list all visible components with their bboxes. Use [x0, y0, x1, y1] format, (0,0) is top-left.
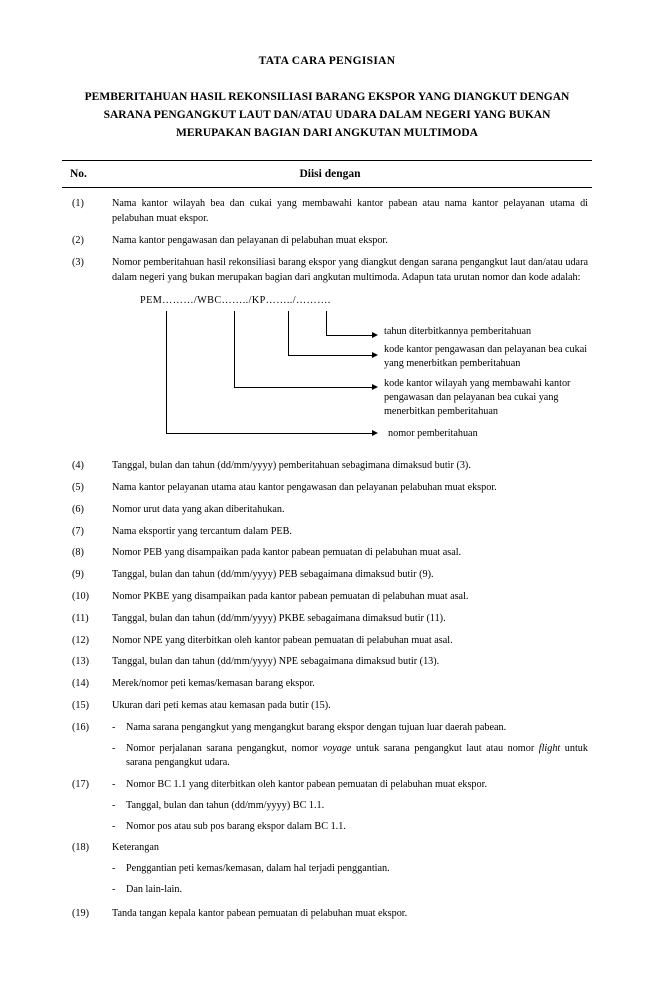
row-text: Nomor PKBE yang disampaikan pada kantor pabean pemuatan di pelabuhan muat asal. — [112, 591, 469, 603]
row-text: Nomor pemberitahuan hasil rekonsiliasi barang ekspor yang diangkut dengan sarana pengangkut laut dan/atau udara dalam negeri yang bukan merupakan bagian dari angkutan multimoda. Adapun tata urutan nomor dan kode adalah: — [112, 256, 588, 283]
diagram-arrow-year — [372, 332, 378, 338]
table-row — [62, 907, 592, 922]
diagram-code-format: PEM………/WBC……../KP……../………. — [140, 295, 331, 307]
row-text — [112, 841, 592, 897]
row-number: (17) — [72, 779, 89, 791]
dash-marker: - — [112, 883, 116, 895]
row-number: (1) — [72, 198, 84, 210]
row-text: Nomor NPE yang diterbitkan oleh kantor pabean pemuatan di pelabuhan muat asal. — [112, 634, 453, 646]
table-row — [62, 568, 592, 583]
diagram-label-region-code: kode kantor wilayah yang membawahi kantor pengawasan dan pelayanan bea cukai yang menerbitkan pemberitahuan — [384, 378, 571, 417]
row-number: (4) — [72, 460, 84, 472]
row-number: (18) — [72, 842, 89, 854]
table-row — [62, 677, 592, 692]
row-text: Nama kantor pengawasan dan pelayanan di pelabuhan muat ekspor. — [112, 235, 388, 246]
sub-item-text — [126, 742, 588, 772]
dash-marker: - — [112, 820, 116, 832]
sub-item-text-italic-flight: flight — [538, 742, 561, 754]
row-number: (19) — [72, 907, 89, 919]
sub-item — [112, 799, 588, 814]
table-row — [62, 655, 592, 670]
table-row — [62, 197, 592, 227]
row-text: Ukuran dari peti kemas atau kemasan pada butir (15). — [112, 699, 331, 711]
row-text: Tanda tangan kepala kantor pabean pemuatan di pelabuhan muat ekspor. — [112, 907, 408, 919]
sub-item — [112, 778, 588, 793]
sub-item — [112, 742, 588, 772]
sub-item-text: Nomor BC 1.1 yang diterbitkan oleh kantor pabean pemuatan di pelabuhan muat ekspor. — [126, 779, 487, 791]
row-text: Merek/nomor peti kemas/kemasan barang ekspor. — [112, 678, 315, 690]
sub-item-text: Nomor pos atau sub pos barang ekspor dalam BC 1.1. — [126, 820, 346, 832]
diagram-line-region-horizontal — [234, 387, 372, 388]
row-text: Tanggal, bulan dan tahun (dd/mm/yyyy) PEB sebagaimana dimaksud butir (9). — [112, 569, 434, 581]
diagram-label-office-code: kode kantor pengawasan dan pelayanan bea cukai yang menerbitkan pemberitahuan — [384, 344, 588, 370]
sub-item — [112, 721, 588, 736]
row-number: (11) — [72, 612, 89, 624]
row-number: (6) — [72, 503, 84, 515]
table-row — [62, 459, 592, 474]
row-text: Nama kantor wilayah bea dan cukai yang membawahi kantor pabean atau nama kantor pelayanan utama di pelabuhan muat ekspor. — [112, 198, 588, 225]
row-number: (14) — [72, 678, 89, 690]
dash-marker: - — [112, 863, 116, 875]
row-number: (7) — [72, 525, 84, 537]
dash-marker: - — [112, 721, 116, 733]
diagram-line-office-horizontal — [288, 355, 372, 356]
row-text: Tanggal, bulan dan tahun (dd/mm/yyyy) PKBE sebagaimana dimaksud butir (11). — [112, 612, 446, 624]
diagram-arrow-office — [372, 352, 378, 358]
table-row — [62, 721, 592, 771]
page-title: TATA CARA PENGISIAN — [258, 55, 396, 67]
table-row — [62, 256, 592, 286]
row-text: Tanggal, bulan dan tahun (dd/mm/yyyy) NPE sebagaimana dimaksud butir (13). — [112, 656, 440, 668]
sub-item-text: Nama sarana pengangkut yang mengangkut barang ekspor dengan tujuan luar daerah pabean. — [126, 721, 507, 733]
table-row — [62, 841, 592, 897]
table-row — [62, 503, 592, 518]
row-text: Nama eksportir yang tercantum dalam PEB. — [112, 525, 292, 537]
sub-item-text-part-c: untuk sarana pengangkut udara. — [126, 742, 588, 769]
sub-item-text: Dan lain-lain. — [126, 883, 183, 895]
sub-item-text: Tanggal, bulan dan tahun (dd/mm/yyyy) BC 1.1. — [126, 799, 325, 811]
sub-item-text-part-b: untuk sarana pengangkut laut atau nomor — [351, 742, 539, 754]
row-text-heading: Keterangan — [112, 842, 159, 854]
diagram-line-year-vertical — [326, 311, 327, 335]
diagram-line-year-horizontal — [326, 335, 372, 336]
diagram-label-year: tahun diterbitkannya pemberitahuan — [384, 326, 532, 338]
row-number: (3) — [72, 256, 84, 268]
table-row — [62, 546, 592, 561]
diagram-line-region-vertical — [234, 311, 235, 387]
dash-marker: - — [112, 742, 116, 754]
sub-item — [112, 820, 588, 835]
table-row — [62, 590, 592, 605]
row-number: (12) — [72, 634, 89, 646]
diagram-line-office-vertical — [288, 311, 289, 355]
table-row — [62, 699, 592, 714]
table-header — [62, 161, 592, 187]
numbering-structure-diagram — [62, 295, 592, 453]
dash-marker: - — [112, 779, 116, 791]
sub-item-text-part-a: Nomor perjalanan sarana pengangkut, nomor — [126, 742, 323, 754]
row-number: (15) — [72, 699, 89, 711]
table-row — [62, 481, 592, 496]
dash-marker: - — [112, 799, 116, 811]
diagram-line-number-horizontal — [166, 433, 372, 434]
column-header-description: Diisi dengan — [299, 168, 361, 181]
row-number: (8) — [72, 547, 84, 559]
row-number: (5) — [72, 482, 84, 494]
row-number: (2) — [72, 235, 84, 246]
row-text: Nomor PEB yang disampaikan pada kantor pabean pemuatan di pelabuhan muat asal. — [112, 547, 462, 559]
row-number: (13) — [72, 656, 89, 668]
page-subtitle: PEMBERITAHUAN HASIL REKONSILIASI BARANG EKSPOR YANG DIANGKUT DENGAN SARANA PENGANGKUT LAUT DAN/ATAU UDARA DALAM NEGERI YANG BUKAN MERUPAKAN BAGIAN DARI ANGKUTAN MULTIMODA — [84, 91, 570, 139]
diagram-label-notification-number: nomor pemberitahuan — [388, 428, 478, 440]
row-number: (16) — [72, 721, 89, 733]
sub-item-text-italic-voyage: voyage — [322, 742, 352, 754]
row-text: Nomor urut data yang akan diberitahukan. — [112, 503, 285, 515]
row-number: (9) — [72, 569, 84, 581]
row-text — [112, 721, 592, 771]
row-text: Tanggal, bulan dan tahun (dd/mm/yyyy) pemberitahuan sebagimana dimaksud butir (3). — [112, 460, 471, 472]
table-row — [62, 234, 592, 249]
diagram-arrow-region — [372, 384, 378, 390]
table-body — [62, 188, 592, 921]
sub-item-text: Penggantian peti kemas/kemasan, dalam hal terjadi penggantian. — [126, 863, 390, 875]
diagram-arrow-number — [372, 430, 378, 436]
row-text — [112, 778, 592, 834]
table-row — [62, 634, 592, 649]
diagram-line-number-vertical — [166, 311, 167, 433]
table-row — [62, 778, 592, 834]
sub-item — [112, 883, 588, 898]
sub-item — [112, 862, 588, 877]
row-text: Nama kantor pelayanan utama atau kantor pengawasan dan pelayanan pelabuhan muat ekspor. — [112, 482, 497, 494]
row-number: (10) — [72, 591, 89, 603]
table-row — [62, 525, 592, 540]
table-row — [62, 612, 592, 627]
column-header-no: No. — [70, 168, 87, 181]
